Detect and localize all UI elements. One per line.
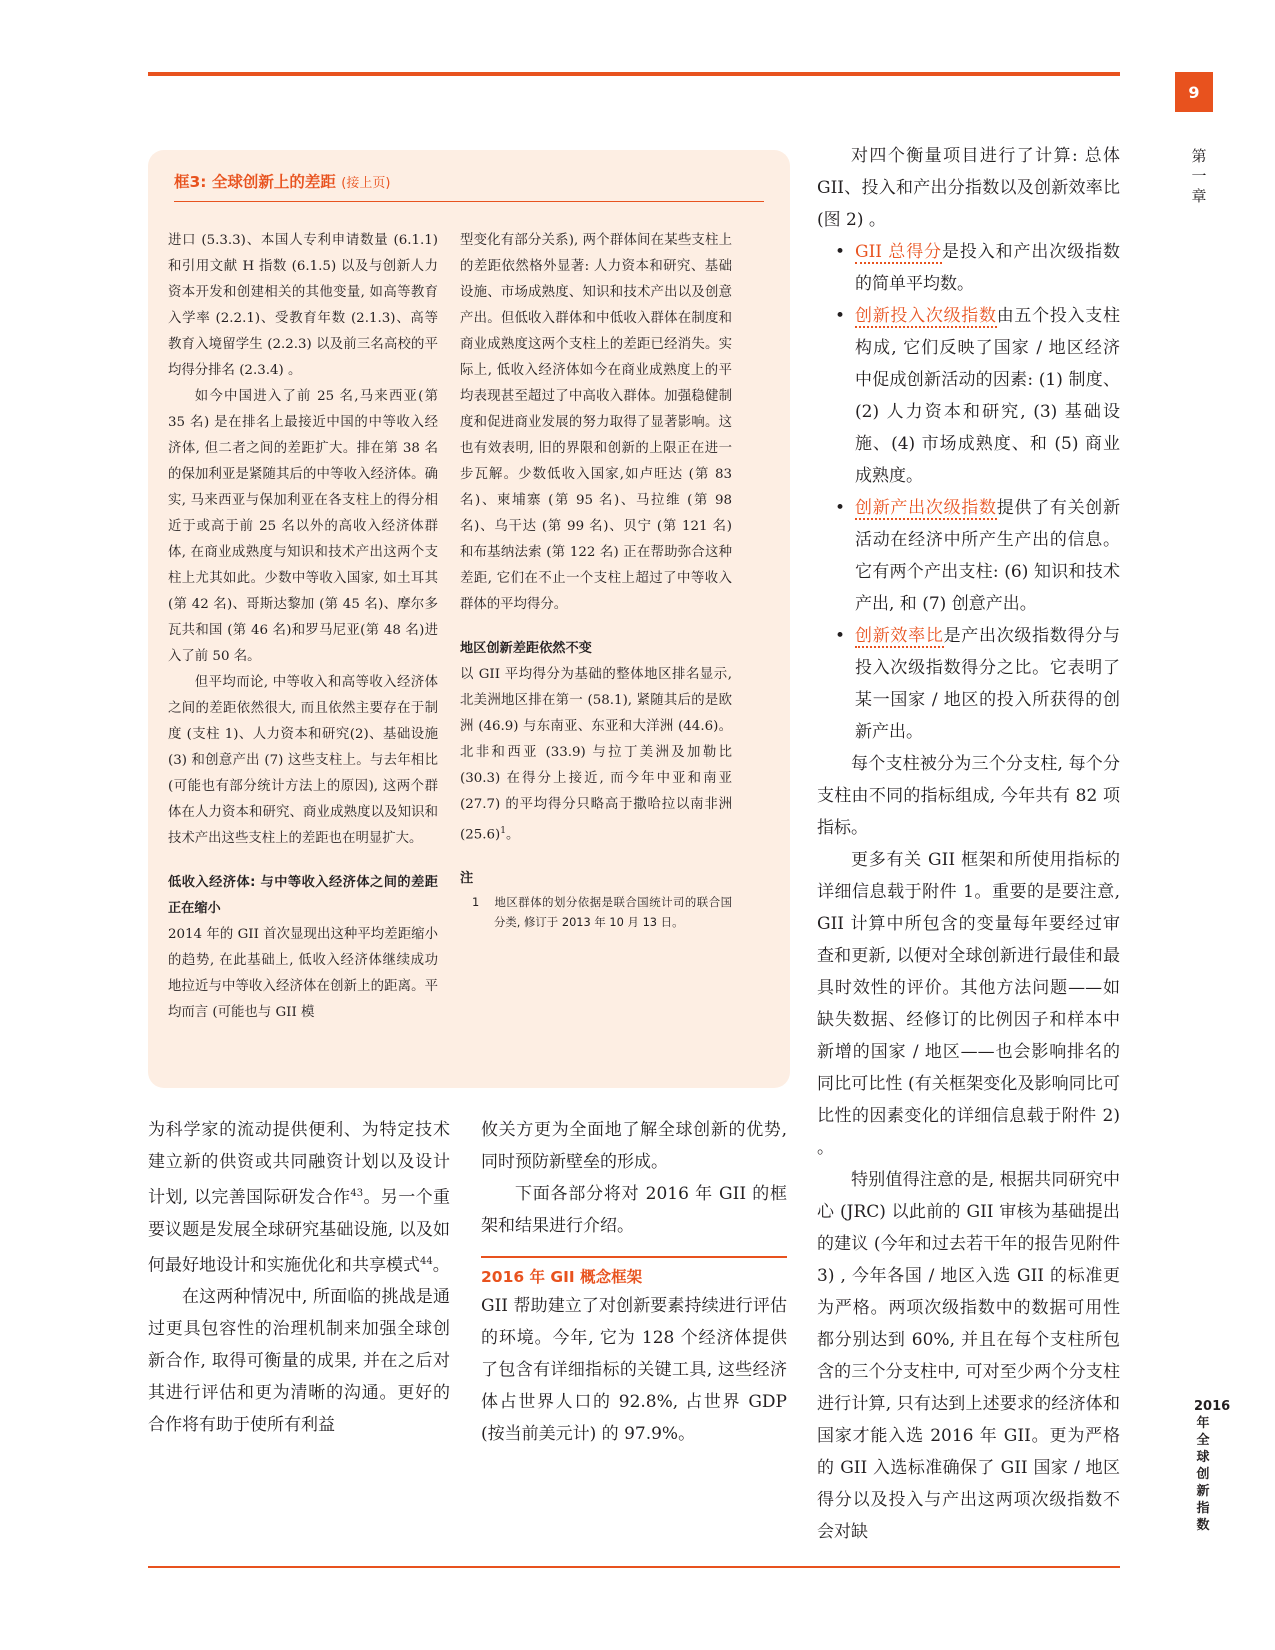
bullet-output-subindex: [817, 492, 1120, 620]
box-left-paragraph-3: 但平均而论, 中等收入和高等收入经济体之间的差距依然很大, 而且依然主要存在于制度 (支柱 1)、人力资本和研究(2)、基础设施 (3) 和创意产出 (7) 这些支柱上。与去年相比 (可能也有部分统计方法上的原因), 这两个群体在人力资本和研究、商业成熟度以及知识和技术产出这些支柱上的差距也在明显扩大。: [168, 675, 438, 846]
box-title-text: 框3: 全球创新上的差距: [174, 173, 336, 191]
note-1: [460, 892, 732, 932]
bullet-dot: •: [835, 306, 846, 326]
box-right-paragraph-2: [460, 662, 732, 848]
body-mid-paragraph-2: 下面各部分将对 2016 年 GII 的框架和结果进行介绍。: [481, 1184, 787, 1236]
top-rule: [148, 72, 1120, 76]
body-right-paragraph-2: 每个支柱被分为三个分支柱, 每个分支柱由不同的指标组成, 今年共有 82 项指标。: [817, 754, 1120, 838]
body-left-paragraph-1: [148, 1114, 450, 1281]
body-mid-paragraph-3: GII 帮助建立了对创新要素持续进行评估的环境。今年, 它为 128 个经济体提供了包含有详细指标的关键工具, 这些经济体占世界人口的 92.8%, 占世界 GDP (按当前美元计) 的 97.9%。: [481, 1296, 787, 1444]
section-rule: [481, 1256, 787, 1258]
body-left-column: [148, 1114, 450, 1441]
bullet-dot: •: [835, 242, 846, 262]
body-right-column: [817, 140, 1120, 1548]
term-input-subindex: 创新投入次级指数: [855, 306, 997, 326]
bullet-gii-score: [817, 236, 1120, 300]
bullet-text: 由五个投入支柱构成, 它们反映了国家 / 地区经济中促成创新活动的因素: (1) 制度、(2) 人力资本和研究, (3) 基础设施、(4) 市场成熟度、和 (5) 商业成熟度。: [855, 306, 1121, 486]
chapter-label: 第一章: [1191, 147, 1207, 205]
body-left-p1c: 。: [432, 1255, 450, 1276]
body-left-paragraph-2: 在这两种情况中, 所面临的挑战是通过更具包容性的治理机制来加强全球创新合作, 取得可衡量的成果, 并在之后对其进行评估和更为清晰的沟通。更好的合作将有助于使所有利益: [148, 1287, 450, 1436]
body-right-paragraph-1: 对四个衡量项目进行了计算: 总体 GII、投入和产出分指数以及创新效率比 (图 2) 。: [817, 146, 1120, 230]
body-mid-paragraph-1: 攸关方更为全面地了解全球创新的优势, 同时预防新壁垒的形成。: [481, 1120, 787, 1172]
measure-bullet-list: [817, 236, 1120, 748]
body-right-paragraph-4: 特别值得注意的是, 根据共同研究中心 (JRC) 以此前的 GII 审核为基础提出的建议 (今年和过去若干年的报告见附件 3) , 今年各国 / 地区入选 GII 的标准更为严格。两项次级指数中的数据可用性都分别达到 60%, 并且在每个支柱所包含的三个分支柱中, 可对至少两个分支柱进行计算, 只有达到上述要求的经济体和国家才能入选 2016 年 GII。更为严格的 GII 入选标准确保了 GII 国家 / 地区得分以及投入与产出这两项次级指数不会对缺: [817, 1170, 1120, 1542]
bullet-text: 提供了有关创新活动在经济中所产生产出的信息。它有两个产出支柱: (6) 知识和技术产出, 和 (7) 创意产出。: [855, 498, 1121, 614]
body-middle-column: [481, 1114, 787, 1450]
box-left-column: [168, 228, 438, 1026]
box-right-paragraph-1: 型变化有部分关系), 两个群体间在某些支柱上的差距依然格外显著: 人力资本和研究、基础设施、市场成熟度、知识和技术产出以及创意产出。但低收入群体和中低收入群体在制度和商业成熟度这两个支柱上的差距已经消失。实际上, 低收入经济体如今在商业成熟度上的平均表现甚至超过了中高收入群体。加强稳健制度和促进商业发展的努力取得了显著影响。这也有效表明, 旧的界限和创新的上限正在进一步瓦解。少数低收入国家,如卢旺达 (第 83 名)、柬埔寨 (第 95 名)、马拉维 (第 98 名)、乌干达 (第 99 名)、贝宁 (第 121 名) 和布基纳法索 (第 122 名) 正在帮助弥合这种差距, 它们在不止一个支柱上超过了中等收入群体的平均得分。: [460, 233, 732, 612]
bullet-dot: •: [835, 626, 846, 646]
box-right-column: [460, 228, 732, 932]
section-title-framework: 2016 年 GII 概念框架: [481, 1268, 643, 1286]
regional-text: 以 GII 平均得分为基础的整体地区排名显示, 北美洲地区排在第一 (58.1), 紧随其后的是欧洲 (46.9) 与东南亚、东亚和大洋洲 (44.6)。北非和西亚 (33.9) 与拉丁美洲及加勒比 (30.3) 在得分上接近, 而今年中亚和南亚 (27.7) 的平均得分只略高于撒哈拉以南非洲 (25.6): [460, 667, 732, 843]
note-text: 地区群体的划分依据是联合国统计司的联合国分类, 修订于 2013 年 10 月 13 日。: [494, 895, 732, 930]
bullet-text: 是投入和产出次级指数的简单平均数。: [855, 242, 1120, 294]
body-left-p1b: 。另一个重要议题是发展全球研究基础设施, 以及如何最好地设计和实施优化和共享模式: [148, 1187, 451, 1276]
term-efficiency-ratio: 创新效率比: [855, 626, 944, 646]
notes-heading: 注: [460, 871, 474, 887]
term-gii-score: GII 总得分: [855, 242, 942, 262]
box-subheading-regional: 地区创新差距依然不变: [460, 641, 592, 656]
footnote-ref-44: 44: [420, 1255, 433, 1267]
bullet-dot: •: [835, 498, 846, 518]
box-title: [174, 170, 764, 192]
bullet-efficiency-ratio: [817, 620, 1120, 748]
box-left-paragraph-2: 如今中国进入了前 25 名,马来西亚(第 35 名) 是在排名上最接近中国的中等收入经济体, 但二者之间的差距扩大。排在第 38 名的保加利亚是紧随其后的中等收入经济体。确实, 马来西亚与保加利亚在各支柱上的得分相近于或高于前 25 名以外的高收入经济体群体, 在商业成熟度与知识和技术产出这两个支柱上尤其如此。少数中等收入国家, 如土耳其 (第 42 名)、哥斯达黎加 (第 45 名)、摩尔多瓦共和国 (第 46 名)和罗马尼亚(第 48 名)进入了前 50 名。: [168, 389, 438, 664]
box-3-panel: [148, 150, 790, 1088]
bullet-input-subindex: [817, 300, 1120, 492]
box-subheading-low-income: 低收入经济体: 与中等收入经济体之间的差距正在缩小: [168, 875, 438, 916]
page-number-badge: 9: [1175, 72, 1213, 112]
box-title-continued: (接上页): [341, 176, 391, 191]
footnote-ref-1: 1: [500, 826, 506, 836]
box-title-rule: [174, 201, 764, 202]
term-output-subindex: 创新产出次级指数: [855, 498, 997, 518]
note-number: 1: [472, 895, 480, 910]
regional-text-end: 。: [506, 827, 520, 843]
footnote-ref-43: 43: [350, 1188, 364, 1199]
bottom-rule: [148, 1566, 1120, 1568]
bullet-text: 是产出次级指数得分与投入次级指数得分之比。它表明了某一国家 / 地区的投入所获得的创新产出。: [855, 626, 1121, 742]
body-left-p1a: 为科学家的流动提供便利、为特定技术建立新的供资或共同融资计划以及设计计划, 以完善国际研发合作: [148, 1120, 450, 1208]
box-left-paragraph-1: 进口 (5.3.3)、本国人专利申请数量 (6.1.1) 和引用文献 H 指数 (6.1.5) 以及与创新人力资本开发和创建相关的其他变量, 如高等教育入学率 (2.2.1)、受教育年数 (2.1.3)、高等教育入境留学生 (2.2.3) 以及前三名高校的平均得分排名 (2.3.4) 。: [168, 233, 438, 378]
box-left-paragraph-4: 2014 年的 GII 首次显现出这种平均差距缩小的趋势, 在此基础上, 低收入经济体继续成功地拉近与中等收入经济体在创新上的距离。平均而言 (可能也与 GII 模: [168, 927, 438, 1020]
body-right-paragraph-3: 更多有关 GII 框架和所使用指标的详细信息载于附件 1。重要的是要注意, GII 计算中所包含的变量每年要经过审查和更新, 以便对全球创新进行最佳和最具时效性的评价。其他方法问题——如缺失数据、经修订的比例因子和样本中新增的国家 / 地区——也会影响排名的同比可比性 (有关框架变化及影响同比可比性的因素变化的详细信息载于附件 2) 。: [817, 850, 1120, 1158]
report-title-vertical: 2016年全球创新指数: [1194, 1399, 1231, 1533]
